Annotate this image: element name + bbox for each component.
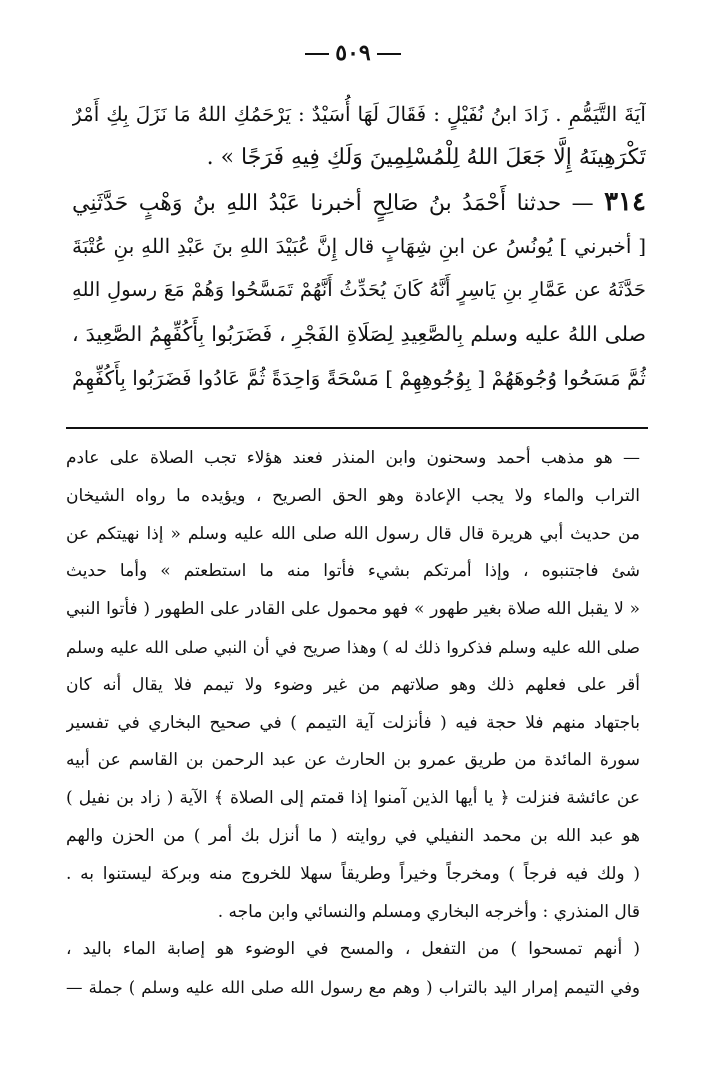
main-line-4: [ أخبرني ] يُونُسُ عن ابنِ شِهَابٍ قال إِنَّ عُبَيْدَ اللهِ بنَ عَبْدِ اللهِ بنِ عُتْبَةَ xyxy=(72,234,646,258)
main-line-3 xyxy=(72,180,646,224)
note-line-12: ( ولك فيه فرجاً ) ومخرجاً وخيراً وطريقاً سهلا للخروج منه وبركة ليستنوا به . xyxy=(66,863,640,884)
note-line-1: — هو مذهب أحمد وسحنون وابن المنذر فعند هؤلاء تجب الصلاة على عادم xyxy=(66,448,640,468)
note-line-9: سورة المائدة من طريق عمرو بن الحارث عن عبد الرحمن بن القاسم عن أبيه xyxy=(66,750,640,771)
note-line-14: ( أنهم تمسحوا ) من التفعل ، والمسح في الوضوء هو إصابة الماء باليد ، xyxy=(66,939,640,960)
main-line-7: ثُمَّ مَسَحُوا وُجُوهَهُمْ [ بِوُجُوهِهِمْ ] مَسْحَةً وَاحِدَةً ثُمَّ عَادُوا فَضَرَبُوا بِأَكُفِّهِمْ xyxy=(72,366,646,390)
note-line-11: هو عبد الله بن محمد النفيلي في روايته ( ما أنزل بك أمر ) من الحزن والهم xyxy=(66,825,640,846)
note-line-3: من حديث أبي هريرة قال قال رسول الله صلى الله عليه وسلم « إذا نهيتكم عن xyxy=(66,523,640,544)
note-line-5: « لا يقبل الله صلاة بغير طهور » فهو محمول على القادر على الطهور ( فأتوا النبي xyxy=(66,599,640,620)
note-line-15: وفي التيمم إمرار اليد بالتراب ( وهم مع رسول الله صلى الله عليه وسلم ) جملة — xyxy=(66,978,640,998)
footnotes xyxy=(66,440,640,1007)
note-line-13: قال المنذري : وأخرجه البخاري ومسلم والنسائي وابن ماجه . xyxy=(217,901,640,922)
main-line-3-text: — حدثنا أَحْمَدُ بنُ صَالِحٍ أخبرنا عَبْدُ اللهِ بنُ وَهْبٍ حَدَّثَنِي xyxy=(72,191,594,216)
note-line-4: شئ فاجتنبوه ، وإذا أمرتكم بشيء فأتوا منه ما استطعتم » وأما حديث xyxy=(66,561,640,582)
hadith-number: ٣١٤ xyxy=(604,187,646,217)
footnote-divider xyxy=(66,427,648,429)
note-line-8: باجتهاد منهم فلا حجة فيه ( فأنزلت آية التيمم ) في صحيح البخاري في تفسير xyxy=(66,712,640,733)
page-number-text: ٥٠٩ xyxy=(335,40,371,66)
dash-right xyxy=(377,53,401,55)
note-line-2: التراب والماء ولا يجب الإعادة وهو الحق الصريح ، ويؤيده ما رواه الشيخان xyxy=(66,485,640,506)
main-line-6: صلى اللهُ عليه وسلم بِالصَّعِيدِ لِصَلَاةِ الفَجْرِ ، فَضَرَبُوا بِأَكُفِّهِمُ الصَّعِيدَ ، xyxy=(72,322,646,346)
note-line-6: صلى الله عليه وسلم فذكروا ذلك له ) وهذا صريح في أن النبي صلى الله عليه وسلم xyxy=(66,637,640,657)
page-number xyxy=(0,40,706,66)
note-line-10: عن عائشة فنزلت ﴿ يا أيها الذين آمنوا إذا قمتم إلى الصلاة ﴾ الآية ( زاد بن نفيل ) xyxy=(66,788,640,809)
main-line-2: تَكْرَهِينَهُ إِلَّا جَعَلَ اللهُ لِلْمُسْلِمِينَ وَلَكِ فِيهِ فَرَجًا » . xyxy=(206,145,646,170)
main-line-1: آيَةَ التَّيَمُّمِ . زَادَ ابنُ نُفَيْلٍ : فَقَالَ لَهَا أُسَيْدٌ : يَرْحَمُكِ اللهُ مَا نَزَلَ بِكِ أَمْرٌ xyxy=(72,102,646,126)
main-line-5: حَدَّثَهُ عن عَمَّارِ بنِ يَاسِرٍ أَنَّهُ كَانَ يُحَدِّثُ أَنَّهُمْ تَمَسَّحُوا وَهُمْ مَعَ رسولِ اللهِ xyxy=(72,278,646,301)
main-text xyxy=(72,92,646,400)
dash-left xyxy=(305,53,329,55)
note-line-7: أقر على فعلهم ذلك وهو صلاتهم من غير وضوء ولا تيمم فلا يقال أنه كان xyxy=(66,674,640,695)
